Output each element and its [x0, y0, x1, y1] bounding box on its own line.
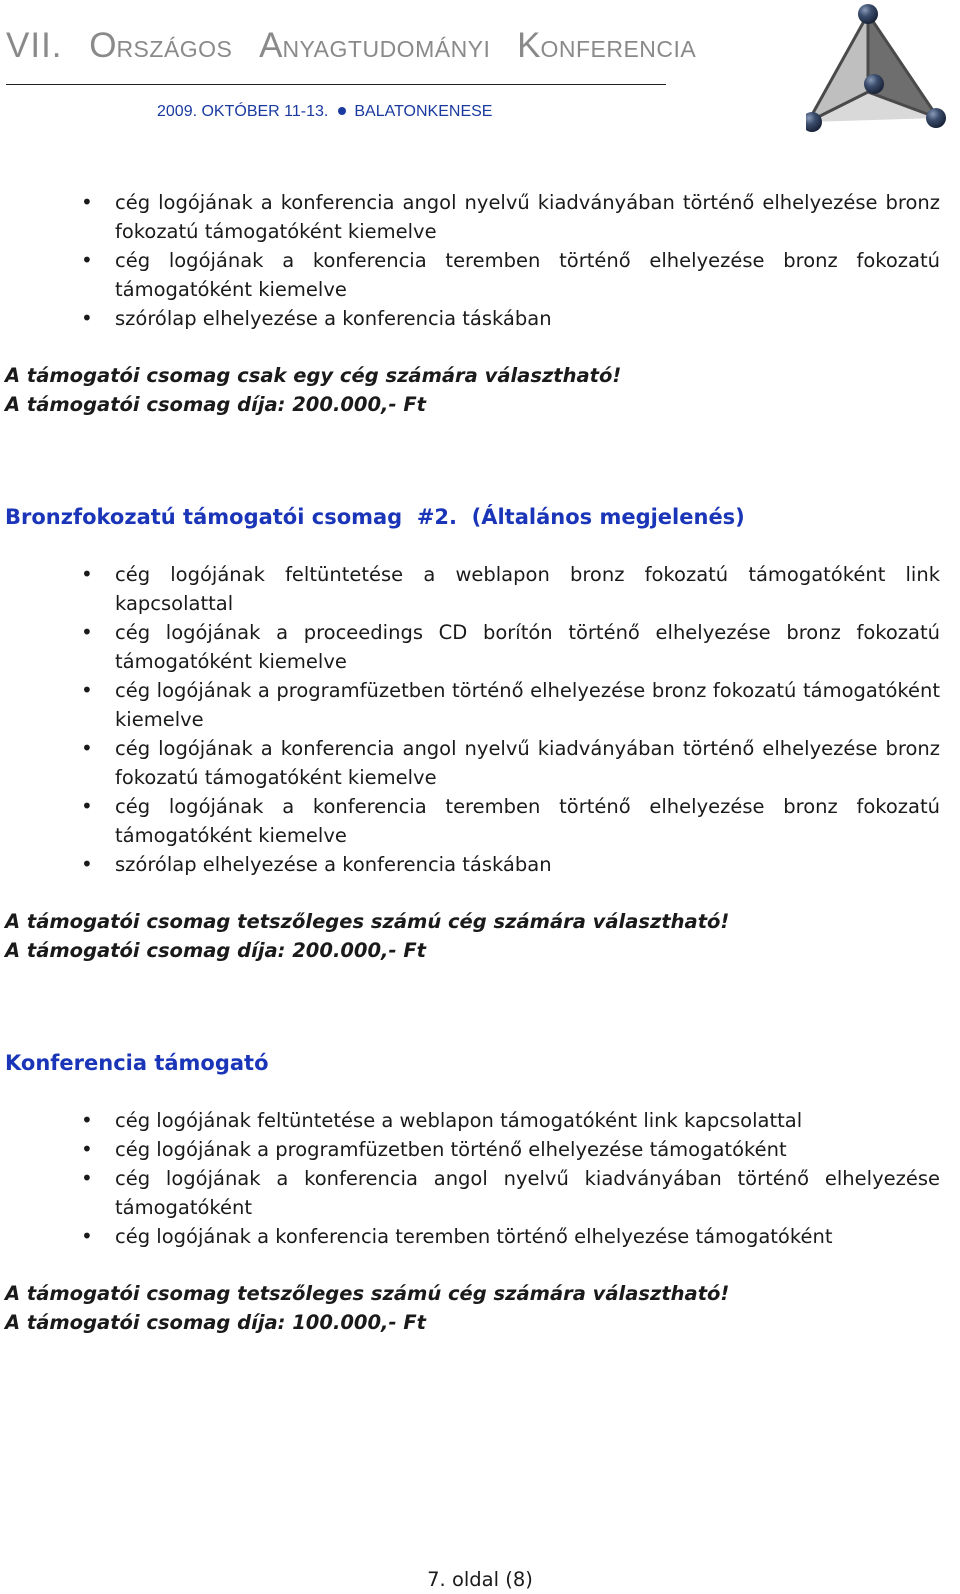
bronze2-benefit-list: [5, 560, 940, 879]
list-item: • cég logójának a konferencia angol nyelvű kiadványában történő elhelyezése támogatóként: [5, 1164, 940, 1222]
list-item: • cég logójának a konferencia angol nyelvű kiadványában történő elhelyezése bronz fokozatú támogatóként kiemelve: [5, 734, 940, 792]
title-word-rest: ONFERENCIA: [540, 36, 697, 62]
header-divider: [6, 84, 666, 85]
package-price: A támogatói csomag díja: 200.000,- Ft: [5, 939, 426, 962]
section-heading-supporter: Konferencia támogató: [5, 1051, 269, 1075]
list-item: • cég logójának a programfüzetben történő elhelyezése bronz fokozatú támogatóként kiemelve: [5, 676, 940, 734]
separator-dot-icon: [338, 107, 346, 115]
list-item: • cég logójának feltüntetése a weblapon bronz fokozatú támogatóként link kapcsolattal: [5, 560, 940, 618]
exclusivity-note: A támogatói csomag csak egy cég számára választható!: [5, 364, 622, 387]
bronze1-benefit-list: [5, 188, 940, 333]
list-item: • cég logójának a konferencia teremben történő elhelyezése támogatóként: [5, 1222, 940, 1251]
list-item: • cég logójának a konferencia teremben történő elhelyezése bronz fokozatú támogatóként kiemelve: [5, 792, 940, 850]
package-price: A támogatói csomag díja: 100.000,- Ft: [5, 1311, 426, 1334]
package-price: A támogatói csomag díja: 200.000,- Ft: [5, 393, 426, 416]
availability-note: A támogatói csomag tetszőleges számú cég számára választható!: [5, 910, 730, 933]
title-word-rest: RSZÁGOS: [116, 36, 233, 62]
conference-title: [6, 28, 696, 63]
list-item: • cég logójának a konferencia angol nyelvű kiadványában történő elhelyezése bronz fokozatú támogatóként kiemelve: [5, 188, 940, 246]
title-initial: K: [517, 26, 541, 65]
availability-note: A támogatói csomag tetszőleges számú cég számára választható!: [5, 1282, 730, 1305]
list-item: • cég logójának a programfüzetben történő elhelyezése támogatóként: [5, 1135, 940, 1164]
list-item: • cég logójának a konferencia teremben történő elhelyezése bronz fokozatú támogatóként kiemelve: [5, 246, 940, 304]
title-initial: A: [259, 26, 283, 65]
tetrahedron-logo-icon: [806, 0, 960, 140]
list-item: • cég logójának a proceedings CD borítón történő elhelyezése bronz fokozatú támogatóként kiemelve: [5, 618, 940, 676]
list-item: • szórólap elhelyezése a konferencia táskában: [5, 850, 940, 879]
document-body: [5, 188, 940, 1337]
title-roman-numeral: VII.: [6, 26, 63, 65]
supporter-benefit-list: [5, 1106, 940, 1251]
conference-location: BALATONKENESE: [354, 103, 493, 120]
list-item: • cég logójának feltüntetése a weblapon támogatóként link kapcsolattal: [5, 1106, 940, 1135]
title-word-rest: NYAGTUDOMÁNYI: [282, 36, 491, 62]
list-item: • szórólap elhelyezése a konferencia táskában: [5, 304, 940, 333]
conference-date: 2009. OKTÓBER 11-13.: [157, 103, 329, 120]
page-number: 7. oldal (8): [427, 1568, 533, 1591]
section-heading-bronze2: Bronzfokozatú támogatói csomag #2. (Általános megjelenés): [5, 505, 745, 529]
title-initial: O: [89, 26, 117, 65]
conference-date-location: [157, 104, 492, 120]
